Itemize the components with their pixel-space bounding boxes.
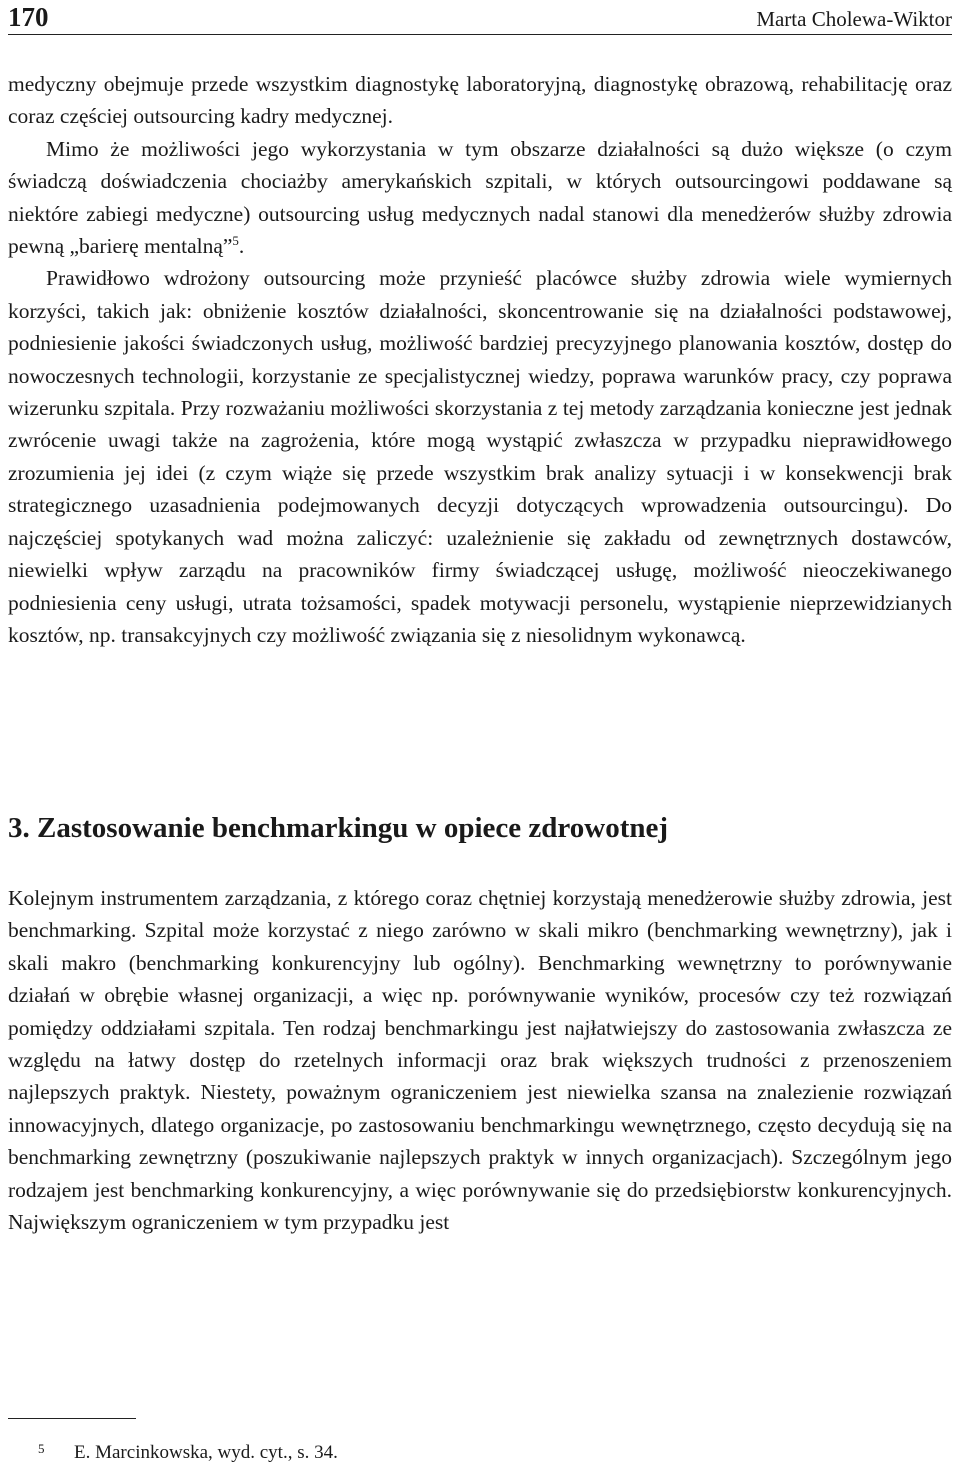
document-page <box>8 0 952 1476</box>
paragraph-end: . <box>238 234 245 259</box>
page-number: 170 <box>8 2 49 32</box>
paragraph: Kolejnym instrumentem zarządzania, z którego coraz chętniej korzystają menedżerowie służby zdrowia, jest benchmarking. Szpital może korzystać z niego zarówno w skali mikro (benchmarking wewnętrzny), jak i skali makro (benchmarking konkurencyjny lub ogólny). Benchmarking wewnętrzny to porównywanie działań w obrębie własnej organizacji, a więc np. porównywanie wyników, procesów czy też rozwiązań pomiędzy oddziałami szpitala. Ten rodzaj benchmarkingu jest najłatwiejszy do zastosowania zwłaszcza ze względu na łatwy dostęp do rzetelnych informacji oraz brak większych trudności z przenoszeniem najlepszych praktyk. Niestety, poważnym ograniczeniem jest niewielka szansa na znalezienie rozwiązań innowacyjnych, dlatego organizacje, po zastosowaniu benchmarkingu wewnętrznego, często decydują się na benchmarking zewnętrzny (poszukiwanie najlepszych praktyk w innych organizacjach). Szczególnym jego rodzajem jest benchmarking konkurencyjny, a więc porównywanie się do przedsiębiorstw konkurencyjnych. Największym ograniczeniem w tym przypadku jest <box>8 886 952 1235</box>
section-heading: 3. Zastosowanie benchmarkingu w opiece zdrowotnej <box>8 812 669 844</box>
footnote-text: E. Marcinkowska, wyd. cyt., s. 34. <box>74 1442 338 1463</box>
header-rule <box>8 34 952 35</box>
paragraph: medyczny obejmuje przede wszystkim diagnostykę laboratoryjną, diagnostykę obrazową, rehabilitację oraz coraz częściej outsourcing kadry medycznej. <box>8 72 952 129</box>
footnote-rule <box>8 1418 136 1419</box>
paragraph-text: Mimo że możliwości jego wykorzystania w tym obszarze działalności są dużo większe (o czym świadczą doświadczenia chociażby amerykańskich szpitali, w których outsourcingowi poddawane są niektóre zabiegi medyczne) outsourcing usług medycznych nadal stanowi dla menedżerów służby zdrowia pewną „barierę mentalną” <box>8 136 952 259</box>
running-head-author: Marta Cholewa-Wiktor <box>756 7 952 31</box>
footnote-reference[interactable]: 5 <box>232 232 239 248</box>
body-text-block-1 <box>8 68 952 651</box>
footnote-mark: 5 <box>38 1441 45 1456</box>
page-header <box>8 2 952 32</box>
paragraph <box>8 133 952 263</box>
body-text-block-2 <box>8 882 952 1238</box>
paragraph: Prawidłowo wdrożony outsourcing może przynieść placówce służby zdrowia wiele wymiernych korzyści, takich jak: obniżenie kosztów działalności, skoncentrowanie się na działalności podstawowej, podniesienie jakości świadczonych usług, możliwość bardziej precyzyjnego planowania kosztów, dostęp do nowoczesnych technologii, korzystanie ze specjalistycznej wiedzy, poprawa warunków pracy, czy poprawa wizerunku szpitala. Przy rozważaniu możliwości skorzystania z tej metody zarządzania konieczne jest jednak zwrócenie uwagi także na zagrożenia, które mogą wystąpić zwłaszcza w przypadku nieprawidłowego zrozumienia jej idei (z czym wiąże się przede wszystkim brak analizy sytuacji i w konsekwencji brak strategicznego uzasadnienia podejmowanych decyzji dotyczących wprowadzenia outsourcingu). Do najczęściej spotykanych wad można zaliczyć: uzależnienie się zakładu od zewnętrznych dostawców, niewielki wpływ zarządu na pracowników firmy świadczącej usługę, możliwość nieoczekiwanego podniesienia ceny usługi, utrata tożsamości, spadek motywacji personelu, wystąpienie nieprzewidzianych kosztów, np. transakcyjnych czy możliwość związania się z niesolidnym wykonawcą. <box>8 266 952 647</box>
